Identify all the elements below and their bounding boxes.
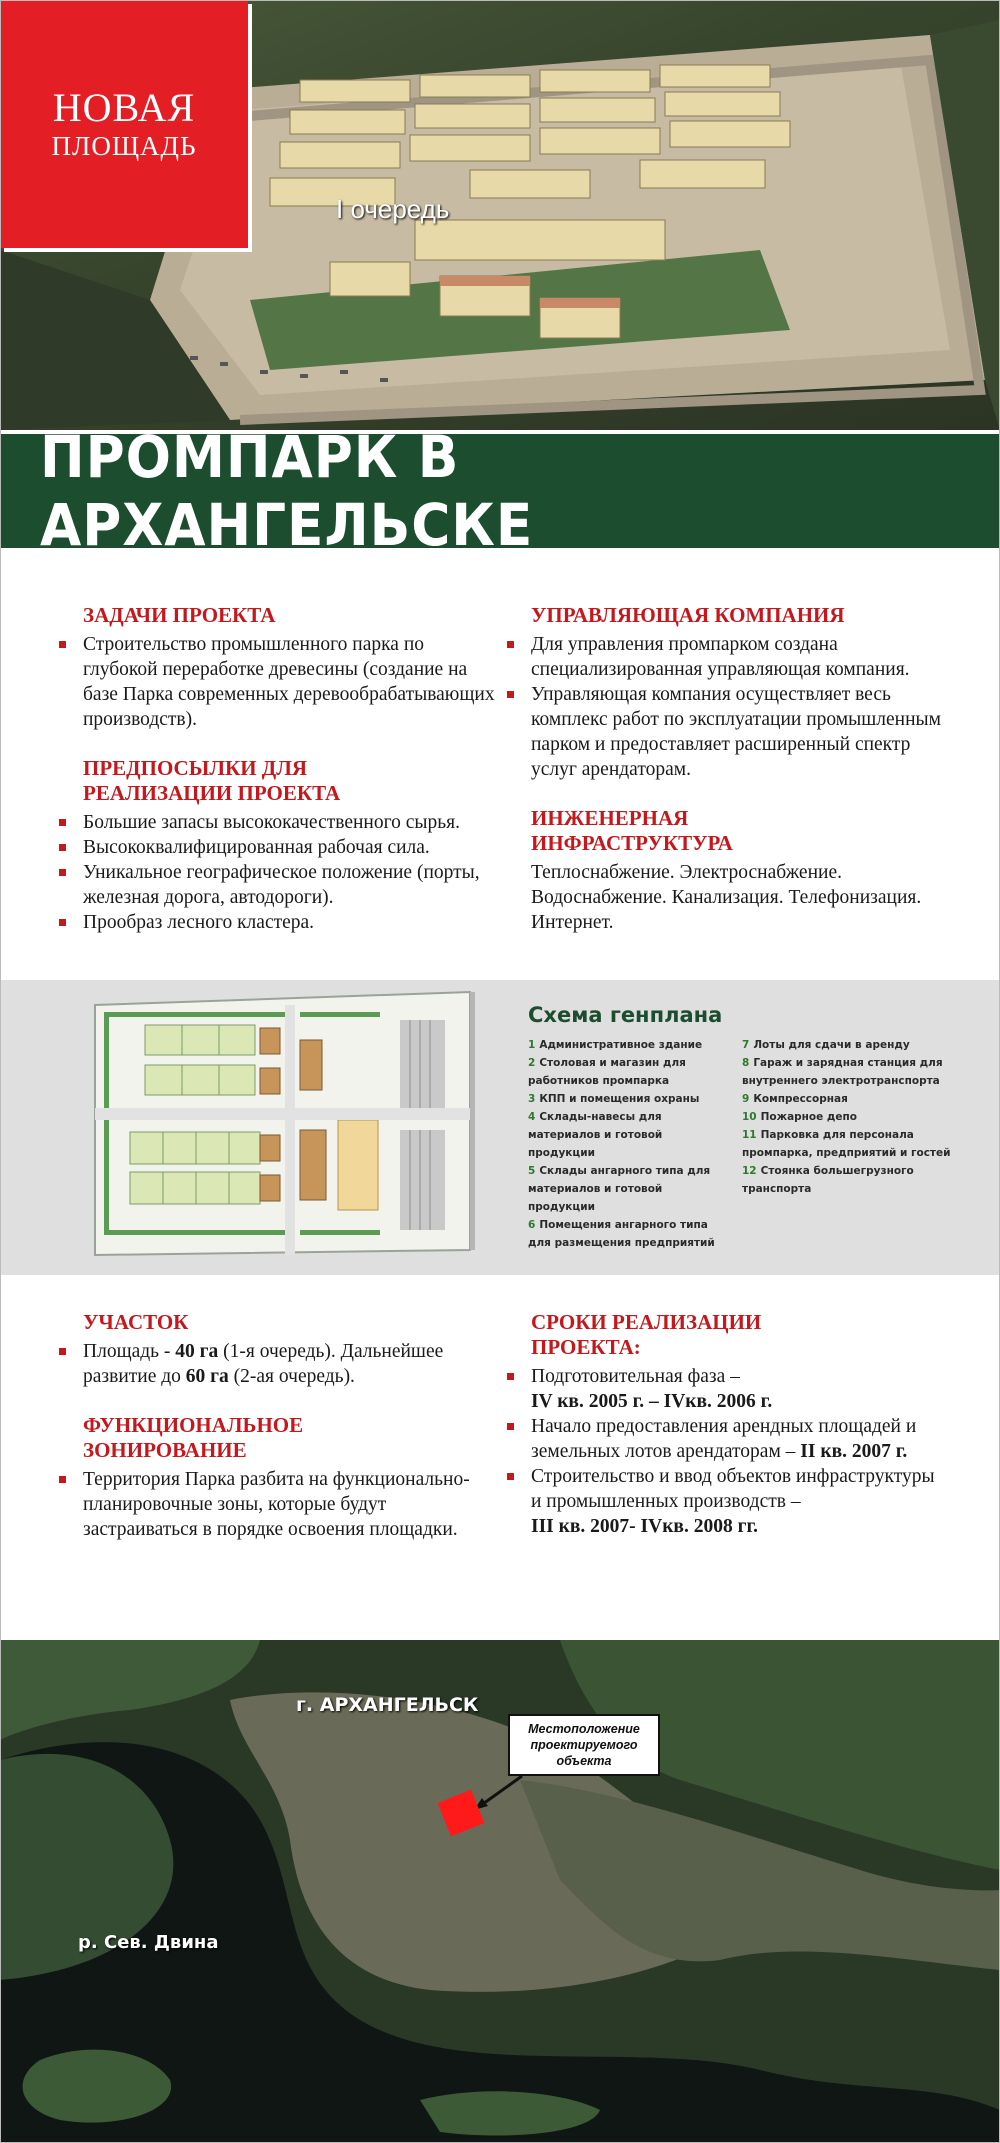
timeline-list [531, 1364, 941, 1539]
legend-number: 7 [742, 1039, 750, 1051]
site-area-1: 40 га [175, 1341, 219, 1362]
legend-text: Административное здание [539, 1039, 703, 1051]
legend-number: 12 [742, 1165, 757, 1177]
river-label: р. Сев. Двина [78, 1932, 219, 1953]
legend-item [528, 1054, 728, 1090]
legend-number: 6 [528, 1219, 536, 1231]
list-item: Для управления промпарком создана специализированная управляющая компания. [531, 632, 941, 682]
zoning-heading [83, 1413, 503, 1463]
site-heading: УЧАСТОК [83, 1310, 189, 1334]
legend-item [528, 1162, 728, 1216]
tasks-heading: ЗАДАЧИ ПРОЕКТА [83, 603, 276, 627]
site-text-mid: (1-я очередь). Дальнейшее развитие до [83, 1341, 444, 1387]
timeline-heading-line-2: ПРОЕКТА: [531, 1335, 641, 1359]
legend-item [742, 1036, 962, 1054]
timeline-heading-line-1: СРОКИ РЕАЛИЗАЦИИ [531, 1310, 762, 1334]
list-item: Уникальное географическое положение (порты, железная дорога, автодороги). [83, 860, 503, 910]
left-column-top [83, 603, 503, 959]
list-item: Прообраз лесного кластера. [83, 910, 503, 935]
genplan-legend-right [742, 1036, 962, 1198]
logo-line-2: ПЛОЩАДЬ [51, 131, 197, 161]
legend-item [528, 1090, 728, 1108]
timeline-heading [531, 1310, 941, 1360]
legend-number: 3 [528, 1093, 536, 1105]
right-column-top [531, 603, 941, 935]
list-item: Территория Парка разбита на функционально-планировочные зоны, которые будут застраиваться в порядке освоения площадки. [83, 1467, 503, 1542]
premises-heading-line-2: РЕАЛИЗАЦИИ ПРОЕКТА [83, 781, 341, 805]
legend-item [742, 1162, 962, 1198]
infrastructure-heading [531, 806, 941, 856]
legend-number: 11 [742, 1129, 757, 1141]
phase-label: I очередь [336, 194, 450, 224]
satellite-map-graphic [0, 1640, 1000, 2143]
legend-item [528, 1036, 728, 1054]
timeline-text: Подготовительная фаза – [531, 1366, 740, 1387]
legend-text: Помещения ангарного типа для размещения предприятий [528, 1219, 715, 1249]
left-column-bottom [83, 1310, 503, 1566]
legend-text: Пожарное депо [760, 1111, 857, 1123]
legend-number: 9 [742, 1093, 750, 1105]
brand-logo [0, 0, 248, 248]
timeline-period: II кв. 2007 г. [800, 1441, 908, 1462]
legend-item [528, 1216, 728, 1252]
legend-number: 10 [742, 1111, 757, 1123]
city-label: г. АРХАНГЕЛЬСК [296, 1694, 479, 1716]
legend-number: 8 [742, 1057, 750, 1069]
legend-text: Лоты для сдачи в аренду [753, 1039, 910, 1051]
list-item: Большие запасы высококачественного сырья. [83, 810, 503, 835]
page-title: ПРОМПАРК В АРХАНГЕЛЬСКЕ [40, 423, 534, 559]
legend-text: Парковка для персонала промпарка, предприятий и гостей [742, 1129, 951, 1159]
legend-item [742, 1126, 962, 1162]
list-item: Строительство промышленного парка по глубокой переработке древесины (создание на базе Парка современных деревообрабатывающих производств). [83, 632, 503, 732]
infrastructure-heading-line-1: ИНЖЕНЕРНАЯ [531, 806, 689, 830]
management-heading: УПРАВЛЯЮЩАЯ КОМПАНИЯ [531, 603, 845, 627]
legend-text: Склады ангарного типа для материалов и готовой продукции [528, 1165, 711, 1213]
timeline-period: IV кв. 2005 г. – IVкв. 2006 г. [531, 1391, 773, 1412]
site-area-2: 60 га [185, 1366, 229, 1387]
legend-text: КПП и помещения охраны [539, 1093, 700, 1105]
timeline-period: III кв. 2007- IVкв. 2008 гг. [531, 1516, 758, 1537]
zoning-list [83, 1467, 503, 1542]
genplan-legend-left [528, 1036, 728, 1252]
satellite-map [0, 1640, 1000, 2143]
infrastructure-text: Теплоснабжение. Электроснабжение. Водоснабжение. Канализация. Телефонизация. Интернет. [531, 862, 922, 933]
list-item: Высококвалифицированная рабочая сила. [83, 835, 503, 860]
legend-text: Гараж и зарядная станция для внутреннего электротранспорта [742, 1057, 943, 1087]
site-text-prefix: Площадь - [83, 1341, 176, 1362]
premises-heading [83, 756, 503, 806]
legend-text: Компрессорная [753, 1093, 848, 1105]
location-callout: Местоположение проектируемого объекта [508, 1714, 660, 1776]
callout-arrow-icon [470, 1772, 530, 1812]
legend-number: 5 [528, 1165, 536, 1177]
management-list [531, 632, 941, 782]
premises-heading-line-1: ПРЕДПОСЫЛКИ ДЛЯ [83, 756, 308, 780]
legend-text: Стоянка большегрузного транспорта [742, 1165, 914, 1195]
legend-item [742, 1054, 962, 1090]
legend-text: Склады-навесы для материалов и готовой продукции [528, 1111, 663, 1159]
timeline-text: Строительство и ввод объектов инфраструктуры и промышленных производств – [531, 1466, 935, 1512]
legend-item [742, 1090, 962, 1108]
zoning-heading-line-2: ЗОНИРОВАНИЕ [83, 1438, 247, 1462]
genplan-title: Схема генплана [528, 1003, 723, 1027]
site-list [83, 1339, 503, 1389]
timeline-text: Начало предоставления арендных площадей и земельных лотов арендаторам – [531, 1416, 917, 1462]
list-item [531, 1364, 941, 1414]
zoning-heading-line-1: ФУНКЦИОНАЛЬНОЕ [83, 1413, 304, 1437]
list-item [531, 1414, 941, 1464]
site-text-suffix: (2-ая очередь). [228, 1366, 355, 1387]
tasks-list [83, 632, 503, 732]
legend-number: 1 [528, 1039, 536, 1051]
logo-line-1: НОВАЯ [52, 85, 196, 130]
right-column-bottom [531, 1310, 941, 1563]
list-item [83, 1339, 503, 1389]
legend-text: Столовая и магазин для работников промпарка [528, 1057, 686, 1087]
legend-item [528, 1108, 728, 1162]
legend-number: 4 [528, 1111, 536, 1123]
premises-list [83, 810, 503, 935]
legend-item [742, 1108, 962, 1126]
title-band [0, 423, 1000, 559]
list-item: Управляющая компания осуществляет весь комплекс работ по эксплуатации промышленным парком и предоставляет расширенный спектр услуг арендаторам. [531, 684, 941, 780]
legend-number: 2 [528, 1057, 536, 1069]
infrastructure-heading-line-2: ИНФРАСТРУКТУРА [531, 831, 733, 855]
list-item [531, 1464, 941, 1539]
